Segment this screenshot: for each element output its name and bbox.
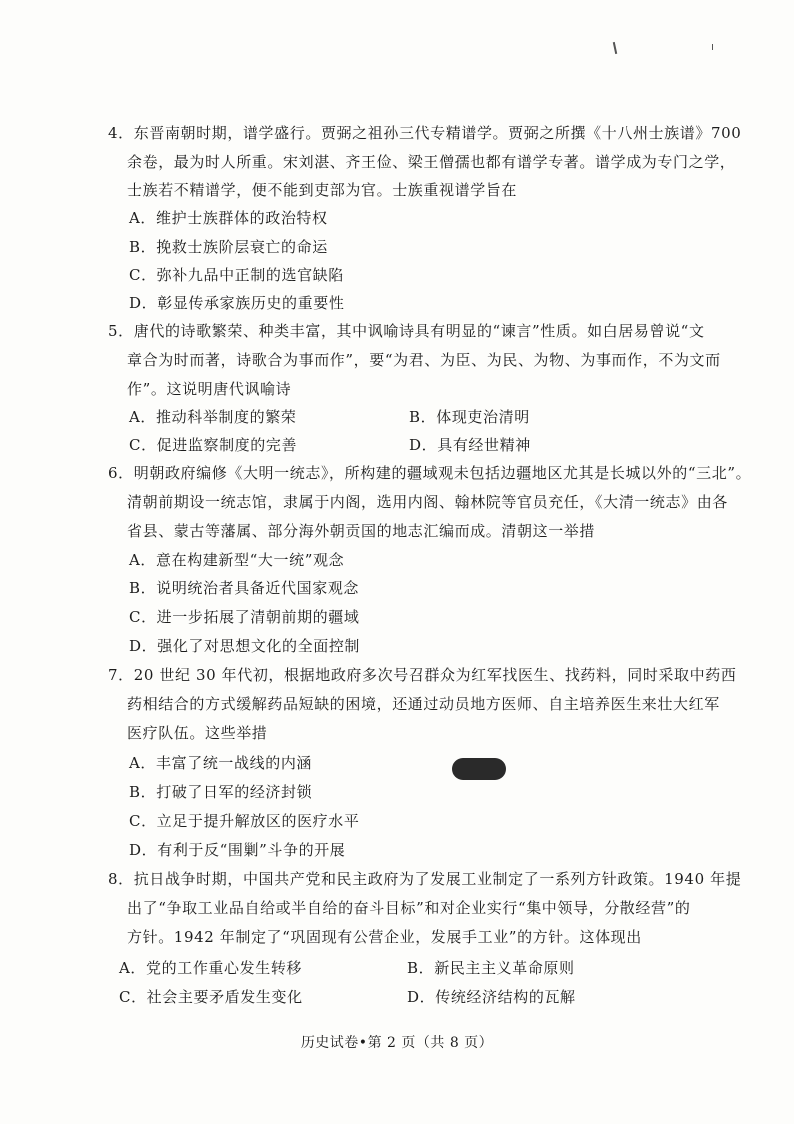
- option-c[interactable]: C．进一步拓展了清朝前期的疆域: [129, 608, 360, 626]
- option-c[interactable]: C．弥补九品中正制的选官缺陷: [129, 266, 344, 284]
- question-text-line: 作”。这说明唐代讽喻诗: [127, 380, 292, 398]
- option-a[interactable]: A．维护士族群体的政治特权: [129, 209, 328, 227]
- question-text-line: 省县、蒙古等藩属、部分海外朝贡国的地志汇编而成。清朝这一举措: [127, 522, 596, 540]
- option-a[interactable]: A．推动科举制度的繁荣: [129, 408, 297, 426]
- option-a[interactable]: A．丰富了统一战线的内涵: [129, 754, 313, 772]
- option-d[interactable]: D．传统经济结构的瓦解: [407, 988, 576, 1006]
- question-text-line: 药相结合的方式缓解药品短缺的困境，还通过动员地方医师、自主培养医生来壮大红军: [127, 695, 720, 713]
- option-a[interactable]: A．党的工作重心发生转移: [119, 959, 303, 977]
- question-text-line: 7．20 世纪 30 年代初，根据地政府多次号召群众为红军找医生、找药料，同时采取中药西: [108, 666, 737, 684]
- scan-mark: [613, 42, 617, 54]
- ink-blot: [452, 758, 506, 780]
- option-d[interactable]: D．具有经世精神: [409, 436, 531, 454]
- question-text-line: 8．抗日战争时期，中国共产党和民主政府为了发展工业制定了一系列方针政策。1940 年提: [108, 870, 742, 888]
- question-text-line: 4．东晋南朝时期，谱学盛行。贾弼之祖孙三代专精谱学。贾弼之所撰《十八州士族谱》700: [108, 124, 742, 142]
- question-text-line: 方针。1942 年制定了“巩固现有公营企业，发展手工业”的方针。这体现出: [127, 928, 642, 946]
- option-c[interactable]: C．社会主要矛盾发生变化: [119, 988, 303, 1006]
- question-text-line: 5．唐代的诗歌繁荣、种类丰富，其中讽喻诗具有明显的“谏言”性质。如白居易曾说“文: [108, 322, 705, 340]
- option-b[interactable]: B．体现吏治清明: [409, 408, 530, 426]
- option-b[interactable]: B．打破了日军的经济封锁: [129, 783, 313, 801]
- question-text-line: 出了“争取工业品自给或半自给的奋斗目标”和对企业实行“集中领导，分散经营”的: [127, 899, 691, 917]
- question-text-line: 余卷，最为时人所重。宋刘湛、齐王俭、梁王僧孺也都有谱学专著。谱学成为专门之学，: [127, 153, 736, 171]
- option-b[interactable]: B．新民主主义革命原则: [407, 959, 575, 977]
- option-c[interactable]: C．立足于提升解放区的医疗水平: [129, 812, 360, 830]
- question-text-line: 清朝前期设一统志馆，隶属于内阁，选用内阁、翰林院等官员充任，《大清一统志》由各: [127, 493, 728, 511]
- page-footer: 历史试卷•第 2 页（共 8 页）: [300, 1035, 494, 1051]
- option-d[interactable]: D．强化了对思想文化的全面控制: [129, 637, 361, 655]
- question-text-line: 6．明朝政府编修《大明一统志》，所构建的疆域观未包括边疆地区尤其是长城以外的“三北”。: [108, 464, 752, 482]
- option-a[interactable]: A．意在构建新型“大一统”观念: [129, 551, 345, 569]
- option-c[interactable]: C．促进监察制度的完善: [129, 436, 298, 454]
- question-text-line: 医疗队伍。这些举措: [127, 724, 268, 742]
- question-text-line: 士族若不精谱学，便不能到吏部为官。士族重视谱学旨在: [127, 181, 518, 199]
- question-text-line: 章合为时而著，诗歌合为事而作”，要“为君、为臣、为民、为物、为事而作，不为文而: [127, 351, 721, 369]
- option-b[interactable]: B．说明统治者具备近代国家观念: [129, 579, 360, 597]
- option-d[interactable]: D．彰显传承家族历史的重要性: [129, 294, 345, 312]
- option-b[interactable]: B．挽救士族阶层衰亡的命运: [129, 238, 328, 256]
- scan-mark: [712, 44, 713, 50]
- option-d[interactable]: D．有利于反“围剿”斗争的开展: [129, 841, 346, 859]
